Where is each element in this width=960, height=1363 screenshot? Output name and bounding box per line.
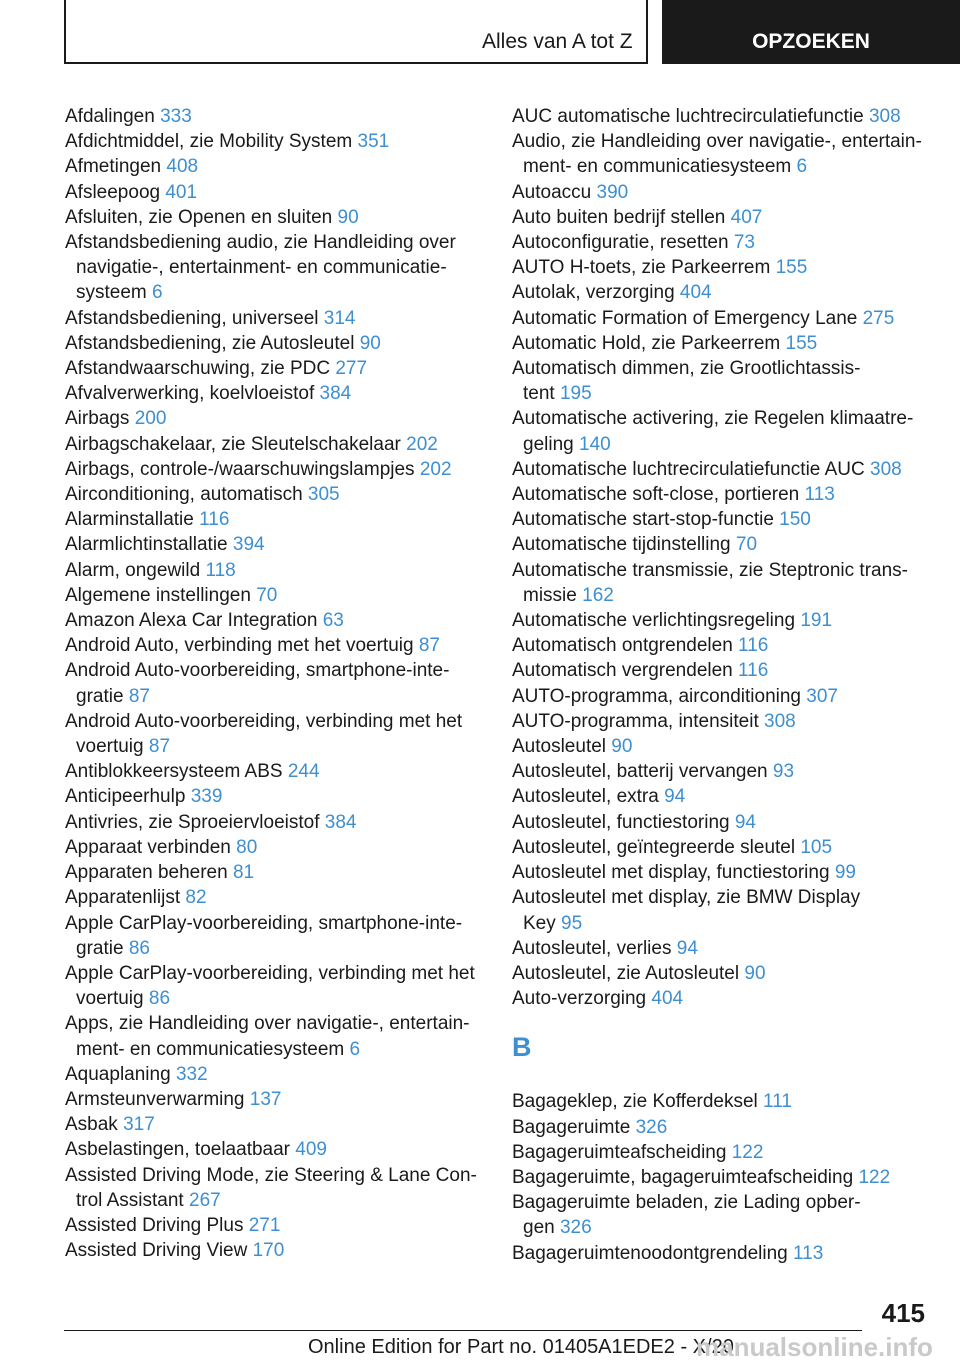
index-entry: Antivries, zie Sproeiervloeistof 384: [65, 811, 357, 833]
index-entry: Airconditioning, automatisch 305: [65, 484, 340, 506]
index-entry: Antiblokkeersysteem ABS 244: [65, 761, 320, 783]
page-reference-link[interactable]: 122: [731, 1141, 764, 1163]
index-entry: Autosleutel 90: [512, 736, 633, 758]
index-entry: Automatische soft-close, portieren 113: [512, 484, 835, 506]
index-entry: Bagageruimte, bagageruimteafscheiding 122: [512, 1166, 891, 1188]
page-reference-link[interactable]: 275: [862, 307, 895, 329]
page-reference-link[interactable]: 401: [165, 181, 198, 203]
page-reference-link[interactable]: 90: [337, 206, 359, 228]
page-reference-link[interactable]: 308: [870, 458, 902, 480]
page-reference-link[interactable]: 271: [248, 1214, 281, 1236]
index-entry: Apparaat verbinden 80: [65, 836, 258, 858]
page-number: 415: [881, 1298, 925, 1328]
page-reference-link[interactable]: 6: [349, 1038, 361, 1060]
page-reference-link[interactable]: 326: [635, 1116, 668, 1138]
index-entry: Automatische activering, zie Regelen klimaatre- geling 140: [512, 408, 914, 455]
page-reference-link[interactable]: 86: [128, 937, 150, 959]
index-entry: AUTO H-toets, zie Parkeerrem 155: [512, 257, 808, 279]
index-entry: Armsteunverwarming 137: [65, 1088, 282, 1110]
page-reference-link[interactable]: 308: [764, 710, 796, 732]
page-reference-link[interactable]: 116: [738, 635, 769, 657]
index-entry: Afstandwaarschuwing, zie PDC 277: [65, 358, 368, 380]
index-entry: Audio, zie Handleiding over navigatie-, entertain- ment- en communicatiesysteem 6: [512, 131, 922, 178]
page-reference-link[interactable]: 80: [236, 836, 258, 858]
index-entry: Apparaten beheren 81: [65, 862, 255, 884]
index-entry: Automatische transmissie, zie Steptronic trans- missie 162: [512, 559, 908, 606]
page-reference-link[interactable]: 351: [357, 131, 390, 153]
page-reference-link[interactable]: 70: [735, 534, 758, 556]
page-reference-link[interactable]: 244: [287, 761, 320, 783]
index-entry: Afsluiten, zie Openen en sluiten 90: [65, 206, 359, 228]
page-reference-link[interactable]: 94: [676, 937, 698, 959]
page-reference-link[interactable]: 305: [307, 484, 340, 506]
page-reference-link[interactable]: 191: [800, 610, 833, 632]
index-entry: Assisted Driving Mode, zie Steering & Lane Con- trol Assistant 267: [65, 1164, 477, 1211]
page-reference-link[interactable]: 277: [335, 358, 368, 380]
index-entry: Autosleutel, verlies 94: [512, 937, 698, 959]
page-reference-link[interactable]: 162: [582, 584, 614, 606]
index-column-right: [512, 104, 932, 1266]
index-entry: AUTO-programma, airconditioning 307: [512, 685, 838, 707]
page-reference-link[interactable]: 407: [730, 206, 763, 228]
index-entry: Algemene instellingen 70: [65, 584, 278, 606]
index-entry: Automatische start-stop-functie 150: [512, 509, 811, 531]
index-entry: Automatisch vergrendelen 116: [512, 660, 769, 682]
page-reference-link[interactable]: 73: [733, 232, 755, 254]
index-entry: Automatische verlichtingsregeling 191: [512, 610, 833, 632]
page-reference-link[interactable]: 326: [559, 1217, 592, 1239]
index-entry: Afstandsbediening audio, zie Handleiding over navigatie-, entertainment- en communicatie- systeem 6: [65, 232, 456, 304]
index-entry: Android Auto-voorbereiding, smartphone-inte- gratie 87: [65, 660, 450, 707]
page-reference-link[interactable]: 384: [324, 811, 357, 833]
index-entry: Assisted Driving View 170: [65, 1240, 285, 1262]
index-letter-heading: B: [512, 1032, 532, 1063]
page-reference-link[interactable]: 384: [319, 383, 352, 405]
index-entry: Apple CarPlay-voorbereiding, smartphone-inte- gratie 86: [65, 912, 463, 959]
index-entry: Autoconfiguratie, resetten 73: [512, 232, 755, 254]
page-reference-link[interactable]: 200: [134, 408, 167, 430]
page-reference-link[interactable]: 6: [796, 156, 808, 178]
page-reference-link[interactable]: 82: [185, 887, 207, 909]
page-reference-link[interactable]: 87: [148, 736, 171, 758]
page-reference-link[interactable]: 308: [868, 106, 901, 127]
index-entry: Autosleutel, functiestoring 94: [512, 811, 756, 833]
index-entry: Android Auto-voorbereiding, verbinding met het voertuig 87: [65, 710, 463, 758]
footer-edition-text: Online Edition for Part no. 01405A1EDE2 - X/20: [308, 1336, 734, 1358]
page-reference-link[interactable]: 202: [406, 433, 438, 455]
page-reference-link[interactable]: 150: [779, 509, 811, 531]
page-reference-link[interactable]: 267: [189, 1189, 221, 1211]
header-section-tab[interactable]: OPZOEKEN: [662, 0, 960, 64]
index-entry: Bagageruimteafscheiding 122: [512, 1141, 764, 1163]
page-reference-link[interactable]: 90: [611, 736, 633, 758]
page-reference-link[interactable]: 390: [596, 181, 629, 203]
index-entry: Asbelastingen, toelaatbaar 409: [65, 1139, 327, 1161]
index-entry: Amazon Alexa Car Integration 63: [65, 610, 344, 632]
index-column-left: [65, 104, 485, 1263]
index-entry: Autosleutel met display, functiestoring 99: [512, 862, 856, 884]
page-reference-link[interactable]: 307: [806, 685, 838, 707]
index-entry: Alarmlichtinstallatie 394: [65, 534, 265, 556]
watermark: manualsonline.info: [696, 1332, 933, 1362]
index-entry: Automatisch ontgrendelen 116: [512, 635, 769, 657]
index-entry: Alarm, ongewild 118: [65, 559, 236, 581]
page-reference-link[interactable]: 81: [232, 862, 255, 884]
index-entry: Bagageruimtenoodontgrendeling 113: [512, 1242, 824, 1264]
page-reference-link[interactable]: 70: [256, 584, 278, 606]
page-reference-link[interactable]: 93: [772, 761, 795, 783]
index-entry: Anticipeerhulp 339: [65, 786, 223, 808]
page-reference-link[interactable]: 116: [738, 660, 769, 682]
page-reference-link[interactable]: 408: [166, 156, 199, 178]
page-reference-link[interactable]: 202: [419, 458, 452, 480]
index-entry: Alarminstallatie 116: [65, 509, 230, 531]
index-entry: Automatische tijdinstelling 70: [512, 534, 758, 556]
page-reference-link[interactable]: 332: [175, 1063, 208, 1085]
page-reference-link[interactable]: 113: [793, 1242, 824, 1264]
page-reference-link[interactable]: 404: [679, 282, 712, 304]
page-reference-link[interactable]: 94: [664, 786, 686, 808]
page-reference-link[interactable]: 6: [152, 282, 163, 304]
page-reference-link[interactable]: 94: [734, 811, 756, 833]
page-reference-link[interactable]: 99: [834, 862, 856, 884]
page-reference-link[interactable]: 90: [359, 332, 381, 354]
index-entry: Autosleutel, zie Autosleutel 90: [512, 962, 766, 984]
index-entry: AUC automatische luchtrecirculatiefunctie 308: [512, 106, 901, 127]
page-reference-link[interactable]: 111: [763, 1091, 792, 1113]
index-entry: Assisted Driving Plus 271: [65, 1214, 281, 1236]
page-reference-link[interactable]: 63: [322, 610, 344, 632]
index-entry: Automatic Hold, zie Parkeerrem 155: [512, 332, 818, 354]
page-reference-link[interactable]: 140: [579, 433, 611, 455]
index-entry: Aquaplaning 332: [65, 1063, 208, 1085]
page-reference-link[interactable]: 155: [775, 257, 808, 279]
index-entry: Automatische luchtrecirculatiefunctie AUC 308: [512, 458, 902, 480]
page-reference-link[interactable]: 195: [559, 383, 592, 405]
index-entry: Apparatenlijst 82: [65, 887, 207, 909]
index-entry: Automatisch dimmen, zie Grootlichtassis- tent 195: [512, 358, 861, 405]
page-reference-link[interactable]: 394: [232, 534, 265, 556]
index-entry: Afvalverwerking, koelvloeistof 384: [65, 383, 352, 405]
page-reference-link[interactable]: 314: [323, 307, 356, 329]
index-entry: Asbak 317: [65, 1114, 155, 1136]
index-entry: Automatic Formation of Emergency Lane 275: [512, 307, 895, 329]
page-reference-link[interactable]: 409: [295, 1139, 327, 1161]
index-entry: Bagageruimte beladen, zie Lading opber- gen 326: [512, 1192, 861, 1239]
page-reference-link[interactable]: 333: [160, 106, 192, 127]
page-reference-link[interactable]: 105: [800, 836, 833, 858]
index-entry: Autosleutel, batterij vervangen 93: [512, 761, 795, 783]
index-entry: Afstandsbediening, universeel 314: [65, 307, 356, 329]
page-reference-link[interactable]: 95: [561, 912, 583, 934]
index-entry: Autoaccu 390: [512, 181, 629, 203]
index-entry: Afmetingen 408: [65, 156, 199, 178]
page-reference-link[interactable]: 116: [199, 509, 230, 531]
footer-divider: [64, 1330, 862, 1331]
page-reference-link[interactable]: 155: [785, 332, 818, 354]
index-entry: Autolak, verzorging 404: [512, 282, 712, 304]
index-entry: Bagageruimte 326: [512, 1116, 668, 1138]
page-reference-link[interactable]: 339: [190, 786, 223, 808]
index-entry: Autosleutel, geïntegreerde sleutel 105: [512, 836, 833, 858]
index-entry: Apple CarPlay-voorbereiding, verbinding met het voertuig 86: [65, 962, 475, 1010]
index-entry: Autosleutel met display, zie BMW Display Key 95: [512, 887, 861, 934]
index-entry: Auto-verzorging 404: [512, 988, 684, 1010]
index-entry: Afstandsbediening, zie Autosleutel 90: [65, 332, 381, 354]
index-entry: Auto buiten bedrijf stellen 407: [512, 206, 763, 228]
page-reference-link[interactable]: 118: [205, 559, 236, 581]
index-entry: Airbags, controle-/waarschuwingslampjes 202: [65, 458, 452, 480]
index-entry: Android Auto, verbinding met het voertuig 87: [65, 635, 440, 657]
page-reference-link[interactable]: 113: [804, 484, 835, 506]
page-reference-link[interactable]: 87: [128, 685, 150, 707]
page-reference-link[interactable]: 317: [123, 1114, 155, 1136]
page-reference-link[interactable]: 90: [744, 962, 766, 984]
page-reference-link[interactable]: 170: [252, 1240, 285, 1262]
header-tab[interactable]: Alles van A tot Z: [482, 30, 633, 53]
index-entry: Apps, zie Handleiding over navigatie-, entertain- ment- en communicatiesysteem 6: [65, 1013, 470, 1060]
index-entry: Afdalingen 333: [65, 106, 192, 127]
index-entry: Afsleepoog 401: [65, 181, 198, 203]
index-entry: Afdichtmiddel, zie Mobility System 351: [65, 131, 390, 153]
page-reference-link[interactable]: 122: [858, 1166, 891, 1188]
page-reference-link[interactable]: 404: [651, 988, 684, 1010]
page-reference-link[interactable]: 137: [249, 1088, 282, 1110]
page-reference-link[interactable]: 86: [148, 988, 171, 1010]
index-entry: Airbags 200: [65, 408, 167, 430]
page-reference-link[interactable]: 87: [418, 635, 440, 657]
index-entry: Autosleutel, extra 94: [512, 786, 686, 808]
index-entry: Bagageklep, zie Kofferdeksel 111: [512, 1091, 792, 1113]
index-entry: Airbagschakelaar, zie Sleutelschakelaar 202: [65, 433, 438, 455]
index-entry: AUTO-programma, intensiteit 308: [512, 710, 796, 732]
